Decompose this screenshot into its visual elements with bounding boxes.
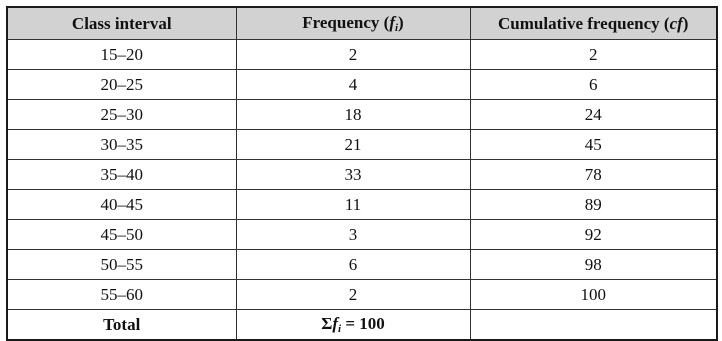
- table-row: [7, 70, 717, 100]
- header-frequency-prefix: Frequency (: [302, 12, 390, 32]
- cumulative-cell: 6: [470, 70, 717, 100]
- frequency-table-container: [6, 6, 716, 335]
- table-body: [7, 40, 717, 341]
- frequency-cell: 33: [236, 160, 470, 190]
- header-cumulative-symbol: cf: [669, 14, 683, 33]
- total-frequency-symbol: f: [332, 313, 339, 333]
- sigma-symbol: Σ: [321, 313, 333, 333]
- frequency-cell: 6: [236, 250, 470, 280]
- header-frequency-subscript: i: [394, 21, 399, 34]
- cumulative-cell: 78: [470, 160, 717, 190]
- header-class-interval-label: Class interval: [71, 14, 172, 33]
- frequency-cell: 18: [236, 100, 470, 130]
- table-row: [7, 190, 717, 220]
- header-class-interval: [7, 7, 236, 40]
- class-interval-cell: 20–25: [7, 70, 236, 100]
- table-row: [7, 130, 717, 160]
- class-interval-cell: 45–50: [7, 220, 236, 250]
- table-row: [7, 220, 717, 250]
- total-frequency-subscript: i: [338, 322, 342, 335]
- frequency-cell: 21: [236, 130, 470, 160]
- frequency-cell: 4: [236, 70, 470, 100]
- header-cumulative-prefix: Cumulative frequency (: [498, 14, 670, 33]
- table-row: [7, 40, 717, 70]
- table-row: [7, 160, 717, 190]
- total-row: [7, 310, 717, 341]
- frequency-cell: 11: [236, 190, 470, 220]
- header-frequency: [236, 7, 470, 40]
- total-cumulative-cell: [470, 310, 717, 341]
- cumulative-cell: 89: [470, 190, 717, 220]
- table-row: [7, 100, 717, 130]
- frequency-table: [6, 6, 718, 341]
- header-frequency-suffix: ): [398, 12, 404, 32]
- header-frequency-symbol: f: [389, 12, 395, 32]
- table-row: [7, 280, 717, 310]
- frequency-cell: 2: [236, 40, 470, 70]
- cumulative-cell: 24: [470, 100, 717, 130]
- cumulative-cell: 98: [470, 250, 717, 280]
- class-interval-cell: 40–45: [7, 190, 236, 220]
- frequency-cell: 3: [236, 220, 470, 250]
- cumulative-cell: 92: [470, 220, 717, 250]
- class-interval-cell: 30–35: [7, 130, 236, 160]
- total-frequency-cell: [236, 310, 470, 341]
- class-interval-cell: 15–20: [7, 40, 236, 70]
- class-interval-cell: 50–55: [7, 250, 236, 280]
- header-row: [7, 7, 717, 40]
- header-cumulative-frequency: [470, 7, 717, 40]
- class-interval-cell: 55–60: [7, 280, 236, 310]
- class-interval-cell: 35–40: [7, 160, 236, 190]
- table-row: [7, 250, 717, 280]
- total-label-cell: Total: [7, 310, 236, 341]
- cumulative-cell: 2: [470, 40, 717, 70]
- cumulative-cell: 45: [470, 130, 717, 160]
- header-cumulative-suffix: ): [682, 14, 689, 33]
- frequency-cell: 2: [236, 280, 470, 310]
- total-frequency-value: = 100: [341, 313, 385, 333]
- class-interval-cell: 25–30: [7, 100, 236, 130]
- cumulative-cell: 100: [470, 280, 717, 310]
